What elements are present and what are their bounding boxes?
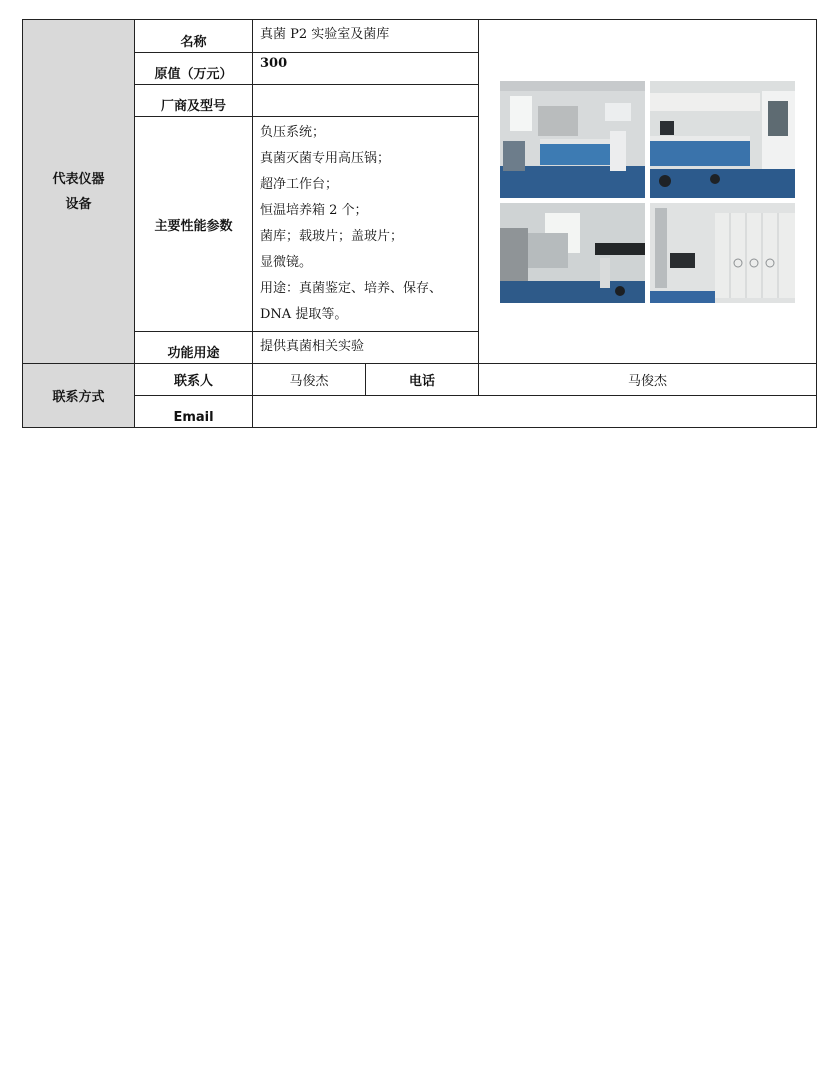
lab-cabinets-photo [650, 81, 795, 198]
manufacturer-model-value [253, 85, 479, 117]
performance-params-value [253, 117, 479, 332]
params-line: 负压系统； [260, 125, 326, 140]
email-value [253, 396, 817, 428]
function-label: 功能用途 [135, 332, 253, 364]
performance-params-label: 主要性能参数 [135, 117, 253, 332]
original-value-label: 原值（万元） [135, 53, 253, 85]
equipment-section-label: 代表仪器 设备 [23, 20, 135, 364]
contact-section-label: 联系方式 [23, 364, 135, 428]
params-line: 恒温培养箱 2 个； [260, 203, 368, 218]
photo-gallery [479, 20, 817, 364]
params-line: DNA 提取等。 [260, 307, 348, 322]
lab-bench-photo [500, 81, 645, 198]
params-line: 真菌灭菌专用高压锅； [260, 151, 391, 166]
manufacturer-model-label: 厂商及型号 [135, 85, 253, 117]
params-line: 显微镜。 [260, 255, 313, 270]
phone-value: 马俊杰 [479, 364, 817, 396]
params-line: 用途：真菌鉴定、培养、保存、 [260, 281, 443, 296]
equipment-info-table [22, 19, 817, 428]
function-value: 提供真菌相关实验 [253, 332, 479, 364]
phone-label: 电话 [366, 364, 479, 396]
name-value: 真菌 P2 实验室及菌库 [253, 20, 479, 53]
name-label: 名称 [135, 20, 253, 53]
biosafety-cabinet-photo [500, 203, 645, 303]
strain-storage-shelves-photo [650, 203, 795, 303]
contact-person-value: 马俊杰 [253, 364, 366, 396]
original-value-value: 300 [253, 53, 479, 85]
contact-person-label: 联系人 [135, 364, 253, 396]
params-line: 菌库；载玻片；盖玻片； [260, 229, 404, 244]
email-label: Email [135, 396, 253, 428]
params-line: 超净工作台； [260, 177, 339, 192]
